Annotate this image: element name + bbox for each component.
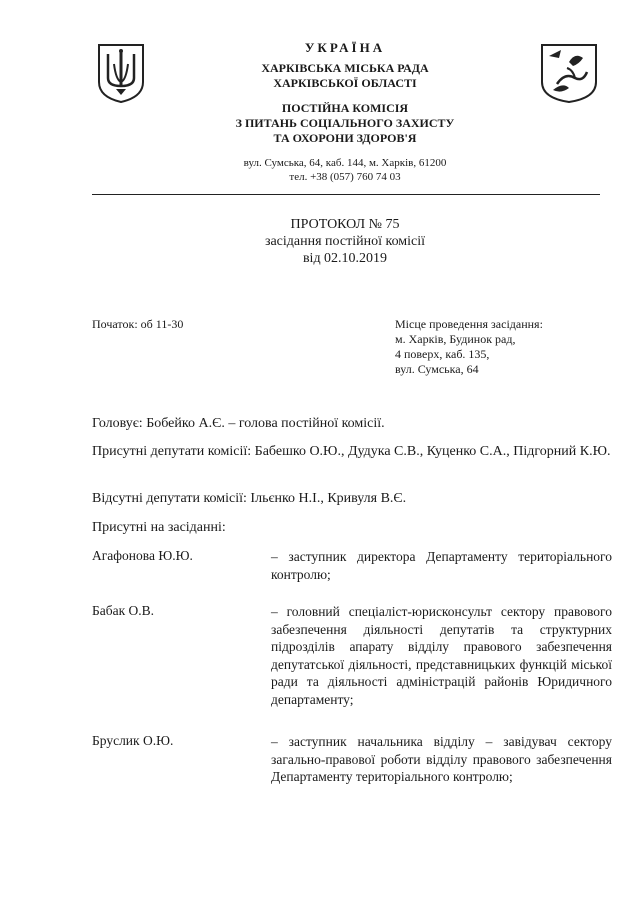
venue-label: Місце проведення засідання: xyxy=(395,317,543,331)
header-divider xyxy=(92,194,600,195)
protocol-date: від 02.10.2019 xyxy=(302,251,388,266)
attendee-role: – головний спеціаліст-юрисконсульт сектору правового забезпечення діяльності депутатів та структурних підрозділів апарату відділу правового забезпечення депутатської діяльності, представницьких функцій міської ради та діяльності адміністрацій районів Юридичного департаменту; xyxy=(271,604,612,707)
header-phone: тел. +38 (057) 760 74 03 xyxy=(289,171,401,183)
protocol-number: ПРОТОКОЛ № 75 xyxy=(290,217,400,232)
attendees-heading: Присутні на засіданні: xyxy=(92,520,226,535)
header-contacts xyxy=(200,156,490,184)
venue-line3: вул. Сумська, 64 xyxy=(395,362,479,376)
present-members-paragraph: Присутні депутати комісії: Бабешко О.Ю., Дудука С.В., Куценко С.А., Підгорний К.Ю. xyxy=(92,444,611,459)
attendee-role: – заступник директора Департаменту територіального контролю; xyxy=(271,549,612,582)
header-council-line1: ХАРКІВСЬКА МІСЬКА РАДА xyxy=(261,61,429,75)
protocol-subtitle: засідання постійної комісії xyxy=(264,234,426,249)
venue-line1: м. Харків, Будинок рад, xyxy=(395,332,516,346)
header-committee xyxy=(200,101,490,146)
header-address: вул. Сумська, 64, каб. 144, м. Харків, 61200 xyxy=(243,157,447,169)
header-committee-line3: ТА ОХОРОНИ ЗДОРОВ'Я xyxy=(273,131,417,145)
meeting-start-time: Початок: об 11-30 xyxy=(92,317,184,331)
meeting-venue xyxy=(395,317,543,377)
header-council xyxy=(200,61,490,91)
attendee-name: Агафонова Ю.Ю. xyxy=(92,548,193,563)
attendee-name: Бруслик О.Ю. xyxy=(92,733,174,748)
venue-line2: 4 поверх, каб. 135, xyxy=(395,347,490,361)
absent-members-paragraph: Відсутні депутати комісії: Ільєнко Н.І., Кривуля В.Є. xyxy=(92,491,407,506)
header-country: УКРАЇНА xyxy=(304,40,386,55)
trident-coat-of-arms-icon xyxy=(96,42,146,104)
header-council-line2: ХАРКІВСЬКОЇ ОБЛАСТІ xyxy=(273,76,417,90)
header-committee-line1: ПОСТІЙНА КОМІСІЯ xyxy=(281,101,409,115)
attendee-role: – заступник начальника відділу – завідувач сектору загально-правової роботи відділу правового забезпечення Департаменту територіального контролю; xyxy=(271,734,612,784)
kharkiv-coat-of-arms-icon xyxy=(539,42,599,104)
header-committee-line2: З ПИТАНЬ СОЦІАЛЬНОГО ЗАХИСТУ xyxy=(235,116,455,130)
document-title xyxy=(180,216,510,267)
attendee-name: Бабак О.В. xyxy=(92,603,155,618)
chair-paragraph: Головує: Бобейко А.Є. – голова постійної комісії. xyxy=(92,416,385,431)
